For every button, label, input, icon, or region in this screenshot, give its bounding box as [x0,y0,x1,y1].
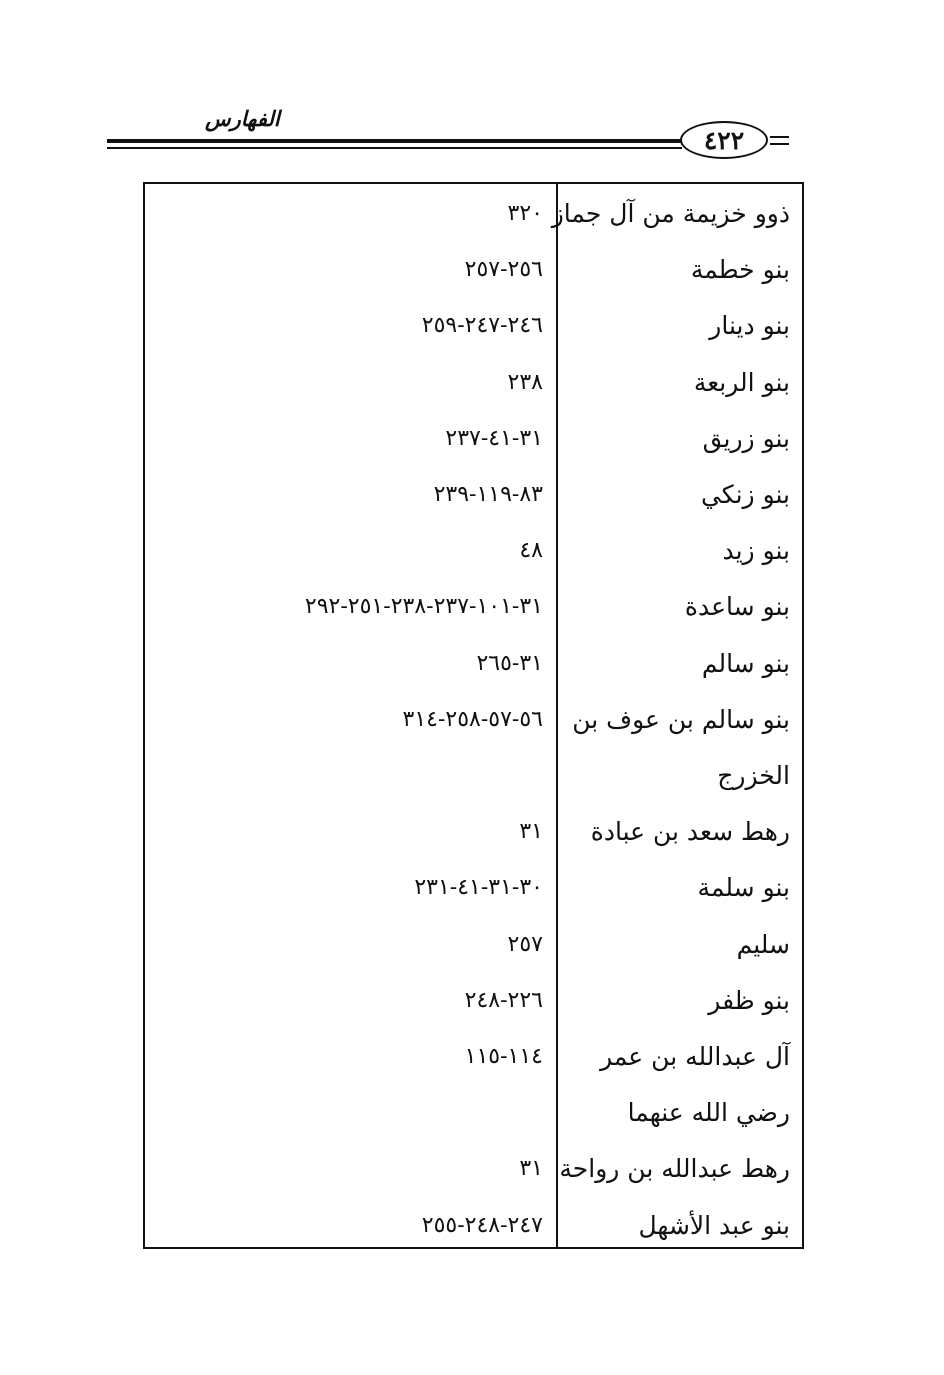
index-entry-pages: ٣٢٠ [507,201,543,226]
page-header [0,0,944,180]
index-row [145,860,802,916]
index-entry-name: بنو سالم بن عوف بن [572,704,790,734]
index-row [145,804,802,860]
index-entry-pages: ١١٤-١١٥ [464,1044,543,1069]
index-row [145,579,802,635]
index-entry-name: بنو خطمة [690,255,790,285]
index-row [145,355,802,411]
index-entry-name: رهط سعد بن عبادة [590,817,790,847]
index-entry-pages: ٢٥٧ [507,931,543,957]
index-row [145,1141,802,1197]
index-entry-name: بنو زيد [722,536,790,566]
index-entry-pages: ٢٥٦-٢٥٧ [464,257,543,283]
index-entry-name: رضي الله عنهما [627,1098,790,1128]
index-entry-pages [145,748,543,804]
index-row [145,523,802,579]
index-row [145,692,802,748]
index-entry-pages: ٥٦-٥٧-٢٥٨-٣١٤ [402,706,543,732]
index-rows [145,184,802,1247]
running-title: الفهارس [205,106,280,131]
index-row [145,1085,802,1141]
index-row [145,973,802,1029]
index-row [145,748,802,804]
index-entry-name: بنو زنكي [700,480,790,509]
header-tail-line [770,143,789,145]
header-tail-line [770,136,789,138]
index-entry-name: بنو سالم [701,648,790,678]
index-entry-pages: ٢٣٨ [507,369,543,395]
index-entry-pages: ٢٤٧-٢٤٨-٢٥٥ [421,1212,543,1238]
index-row [145,1198,802,1254]
index-entry-pages: ٢٢٦-٢٤٨ [464,987,543,1013]
index-entry-name: رهط عبدالله بن رواحة [559,1154,790,1184]
index-row [145,917,802,973]
index-entry-pages: ٣١-٢٦٥ [476,650,543,676]
index-entry-pages: ٨٣-١١٩-٢٣٩ [433,482,543,507]
index-entry-name: سليم [736,929,790,959]
index-entry-name: بنو زريق [702,423,790,453]
index-entry-name: بنو سلمة [697,873,790,903]
index-row [145,186,802,242]
header-rule-thick [107,139,682,143]
index-entry-name: بنو دينار [709,311,790,341]
index-entry-pages: ٣٠-٣١-٤١-٢٣١ [414,875,543,901]
index-entry-pages: ٣١ [519,1156,543,1182]
index-entry-pages: ٣١-٤١-٢٣٧ [445,425,543,451]
index-entry-pages: ٤٨ [519,538,543,564]
index-row [145,467,802,523]
index-entry-pages: ٣١ [519,819,543,845]
index-row [145,242,802,298]
header-rule-thin [107,147,682,149]
index-entry-name: ذوو خزيمة من آل جماز [551,199,790,228]
index-row [145,411,802,467]
index-entry-name: بنو ساعدة [684,592,790,622]
index-entry-name: آل عبدالله بن عمر [600,1042,790,1071]
index-entry-pages: ٢٤٦-٢٤٧-٢٥٩ [421,313,543,339]
index-entry-name: بنو عبد الأشهل [638,1210,790,1240]
page-number-badge [680,121,768,159]
page-number: ٤٢٢ [703,125,745,155]
index-entry-pages: ٣١-١٠١-٢٣٧-٢٣٨-٢٥١-٢٩٢ [304,594,543,620]
index-entry-name: بنو الربعة [693,367,790,397]
index-row [145,636,802,692]
index-row [145,298,802,354]
index-table [143,182,804,1249]
index-entry-pages [145,1085,543,1141]
index-entry-name: الخزرج [717,761,790,790]
index-row [145,1029,802,1085]
index-entry-name: بنو ظفر [708,985,790,1015]
